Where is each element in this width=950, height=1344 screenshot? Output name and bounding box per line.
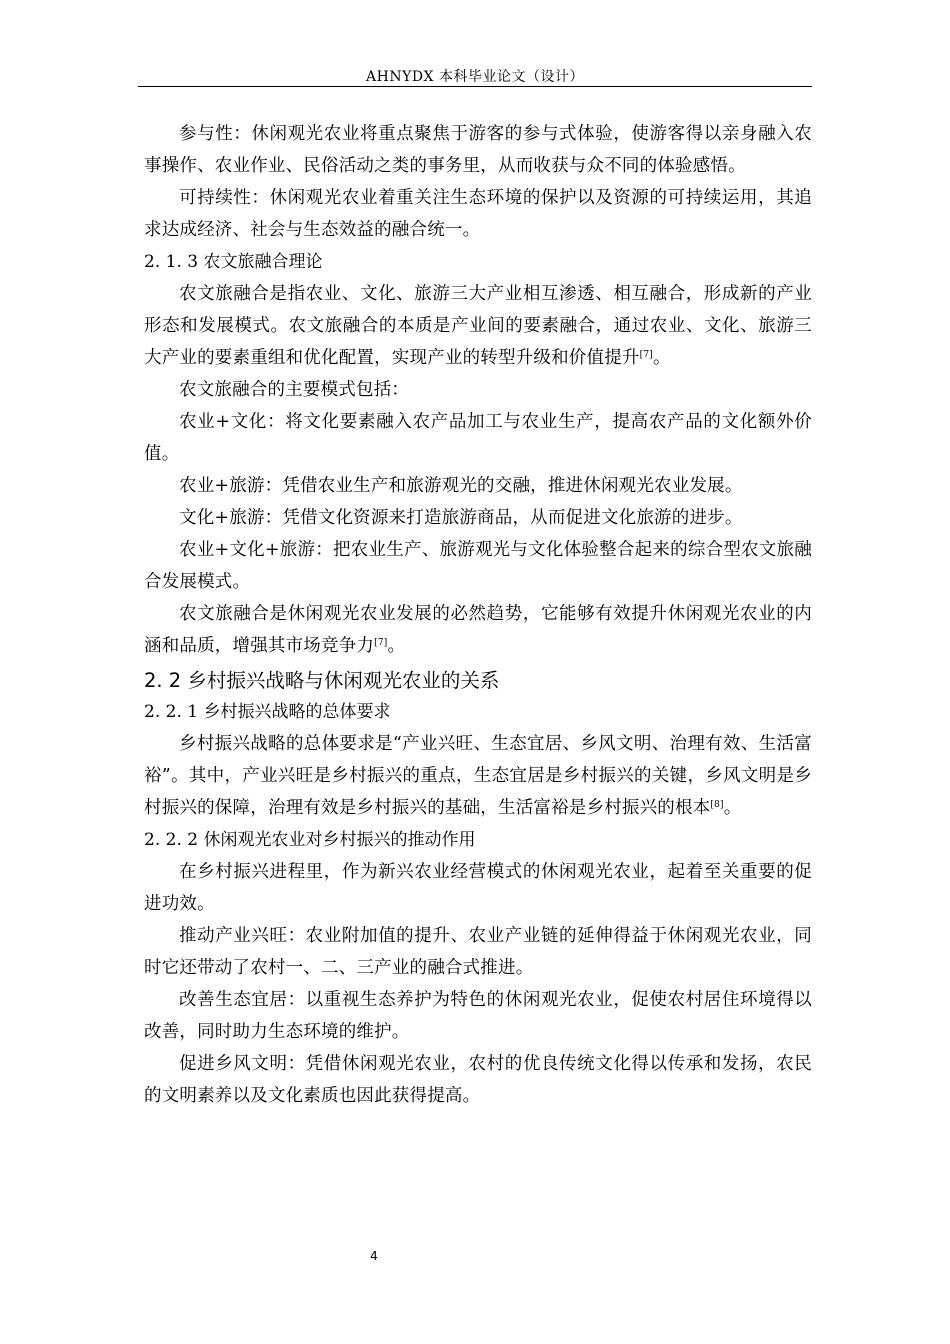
paragraph-modes-intro: 农文旅融合的主要模式包括： [179, 380, 410, 400]
paragraph-agri-culture: 农业+文化：将文化要素融入农产品加工与农业生产，提高农产品的文化额外价值。 [144, 412, 812, 464]
heading-2-2: 2. 2 乡村振兴战略与休闲观光农业的关系 [144, 669, 500, 692]
paragraph-end: 。 [652, 348, 671, 368]
paragraph-participation: 参与性：休闲观光农业将重点聚焦于游客的参与式体验，使游客得以亲身融入农事操作、农业作业、民俗活动之类的事务里，从而收获与众不同的体验感悟。 [144, 124, 812, 176]
paragraph-sustainability: 可持续性：休闲观光农业着重关注生态环境的保护以及资源的可持续运用，其追求达成经济、社会与生态效益的融合统一。 [144, 188, 812, 240]
paragraph-general-requirements [144, 728, 812, 824]
paragraph-end: 。 [387, 636, 406, 656]
paragraph-industry-prosperity: 推动产业兴旺：农业附加值的提升、农业产业链的延伸得益于休闲观光农业，同时它还带动了农村一、二、三产业的融合式推进。 [144, 926, 812, 978]
heading-2-2-2: 2. 2. 2 休闲观光农业对乡村振兴的推动作用 [144, 830, 476, 850]
citation-ref: [8] [710, 800, 724, 810]
heading-2-2-1: 2. 2. 1 乡村振兴战略的总体要求 [144, 702, 391, 722]
citation-ref: [7] [374, 638, 388, 648]
paragraph-ecological-livability: 改善生态宜居：以重视生态养护为特色的休闲观光农业，促使农村居住环境得以改善，同时助力生态环境的维护。 [144, 990, 812, 1042]
page-body [144, 118, 812, 1112]
paragraph-agri-tourism: 农业+旅游：凭借农业生产和旅游观光的交融，推进休闲观光农业发展。 [179, 476, 743, 496]
running-header: AHNYDX 本科毕业论文（设计） [366, 69, 584, 85]
header-rule [138, 86, 812, 87]
paragraph-end: 。 [723, 798, 742, 818]
paragraph-culture-tourism: 文化+旅游：凭借文化资源来打造旅游商品，从而促进文化旅游的进步。 [179, 508, 743, 528]
paragraph-text: 农文旅融合是休闲观光农业发展的必然趋势，它能够有效提升休闲观光农业的内涵和品质，增强其市场竞争力 [144, 604, 812, 656]
citation-ref: [7] [639, 350, 653, 360]
paragraph-promotion-intro: 在乡村振兴进程里，作为新兴农业经营模式的休闲观光农业，起着至关重要的促进功效。 [144, 862, 812, 914]
paragraph-fusion-trend [144, 598, 812, 662]
paragraph-text: 农文旅融合是指农业、文化、旅游三大产业相互渗透、相互融合，形成新的产业形态和发展模式。农文旅融合的本质是产业间的要素融合，通过农业、文化、旅游三大产业的要素重组和优化配置，实现产业的转型升级和价值提升 [144, 284, 812, 368]
paragraph-civility: 促进乡风文明：凭借休闲观光农业，农村的优良传统文化得以传承和发扬，农民的文明素养以及文化素质也因此获得提高。 [144, 1054, 812, 1106]
paragraph-text: 乡村振兴战略的总体要求是“产业兴旺、生态宜居、乡风文明、治理有效、生活富裕”。其中，产业兴旺是乡村振兴的重点，生态宜居是乡村振兴的关键，乡风文明是乡村振兴的保障，治理有效是乡村振兴的基础，生活富裕是乡村振兴的根本 [144, 734, 812, 818]
paragraph-fusion-definition [144, 278, 812, 374]
page-number: 4 [370, 1249, 378, 1263]
heading-2-1-3: 2. 1. 3 农文旅融合理论 [144, 252, 323, 272]
paragraph-agri-culture-tourism: 农业+文化+旅游：把农业生产、旅游观光与文化体验整合起来的综合型农文旅融合发展模式。 [144, 540, 812, 592]
